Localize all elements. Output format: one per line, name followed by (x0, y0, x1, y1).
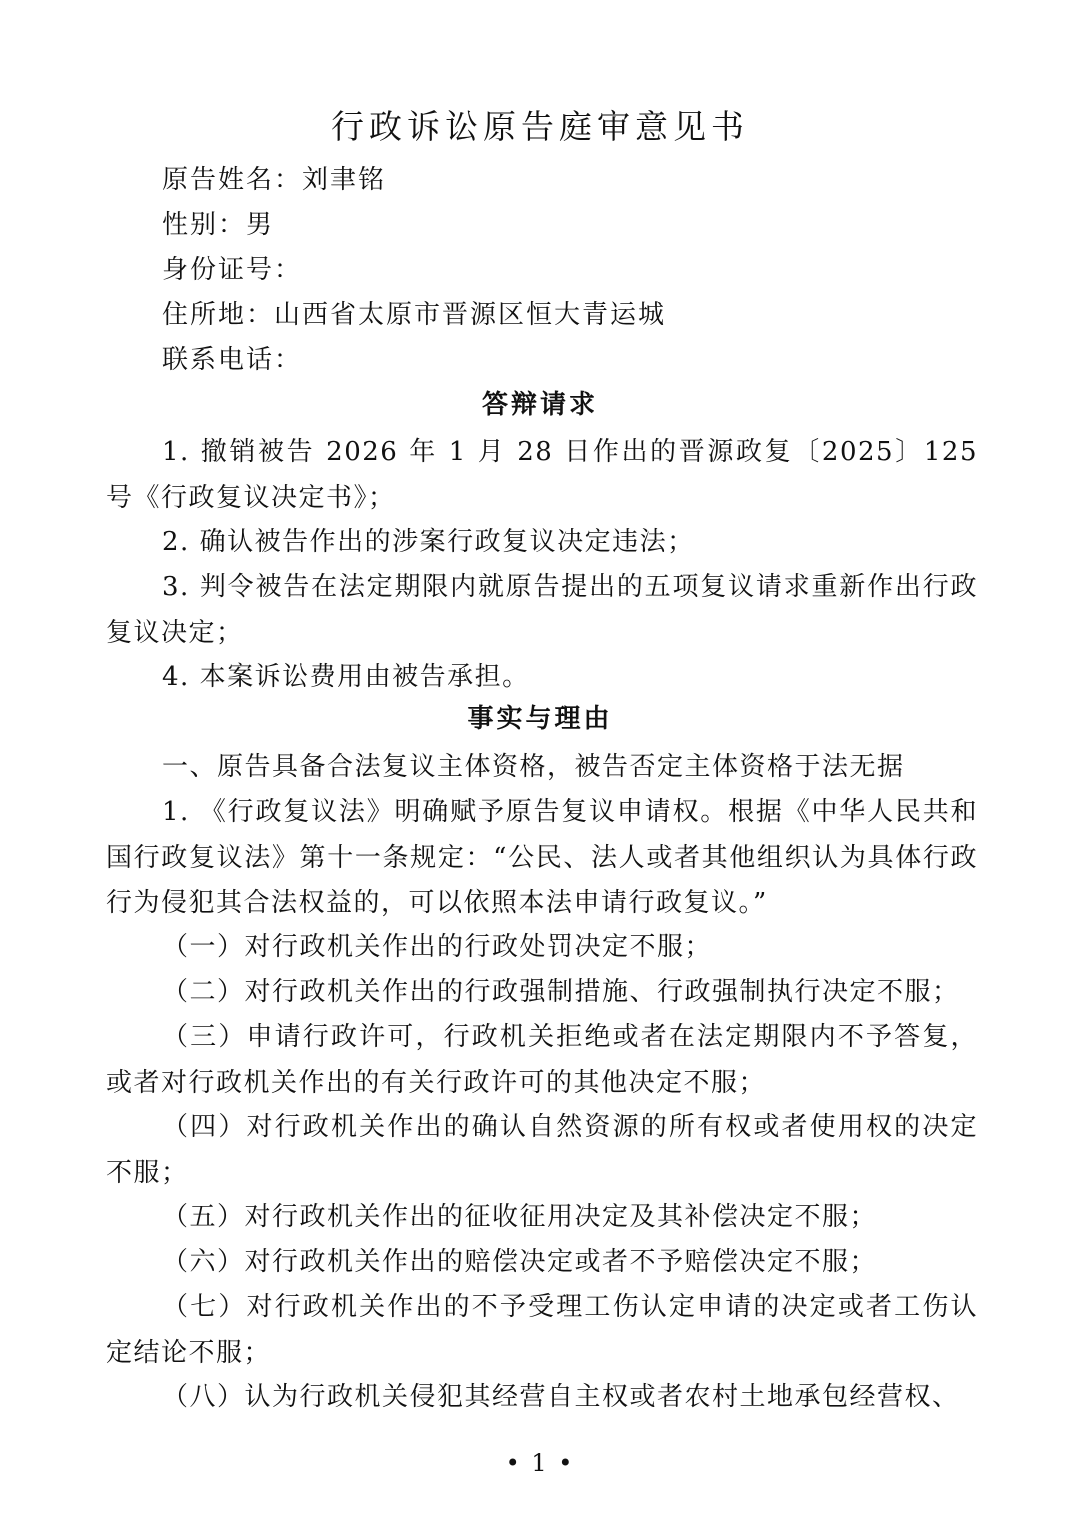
facts-heading: 事实与理由 (467, 704, 613, 734)
facts-list-item: （四）对行政机关作出的确认自然资源的所有权或者使用权的决定不服； (106, 1112, 978, 1188)
facts-section-one: 一、原告具备合法复议主体资格，被告否定主体资格于法无据 (162, 752, 905, 782)
plaintiff-id-number: 身份证号： (162, 255, 303, 285)
plaintiff-address: 住所地：山西省太原市晋源区恒大青运城 (162, 300, 667, 330)
claim-item: 3. 判令被告在法定期限内就原告提出的五项复议请求重新作出行政复议决定； (106, 572, 978, 648)
facts-list-item: （八）认为行政机关侵犯其经营自主权或者农村土地承包经营权、 (162, 1382, 960, 1412)
claims-heading: 答辩请求 (481, 390, 598, 420)
plaintiff-gender: 性别：男 (162, 210, 275, 240)
facts-list-item: （五）对行政机关作出的征收征用决定及其补偿决定不服； (162, 1202, 878, 1232)
document-title: 行政诉讼原告庭审意见书 (331, 107, 749, 146)
plaintiff-phone: 联系电话： (162, 345, 303, 375)
claim-item: 4. 本案诉讼费用由被告承担。 (162, 662, 530, 692)
facts-list-item: （三）申请行政许可，行政机关拒绝或者在法定期限内不予答复，或者对行政机关作出的有关行政许可的其他决定不服； (106, 1022, 978, 1098)
claim-item: 2. 确认被告作出的涉案行政复议决定违法； (162, 527, 695, 557)
facts-list-item: （二）对行政机关作出的行政强制措施、行政强制执行决定不服； (162, 977, 960, 1007)
facts-point-one: 1. 《行政复议法》明确赋予原告复议申请权。根据《中华人民共和国行政复议法》第十一条规定：“公民、法人或者其他组织认为具体行政行为侵犯其合法权益的，可以依照本法申请行政复议。” (106, 797, 978, 918)
plaintiff-name: 原告姓名：刘聿铭 (162, 165, 387, 195)
facts-list-item: （七）对行政机关作出的不予受理工伤认定申请的决定或者工伤认定结论不服； (106, 1292, 978, 1368)
facts-list-item: （一）对行政机关作出的行政处罚决定不服； (162, 932, 713, 962)
claim-item: 1. 撤销被告 2026 年 1 月 28 日作出的晋源政复〔2025〕125 号《行政复议决定书》； (106, 437, 978, 513)
facts-list-item: （六）对行政机关作出的赔偿决定或者不予赔偿决定不服； (162, 1247, 878, 1277)
page-number: • 1 • (505, 1449, 575, 1477)
